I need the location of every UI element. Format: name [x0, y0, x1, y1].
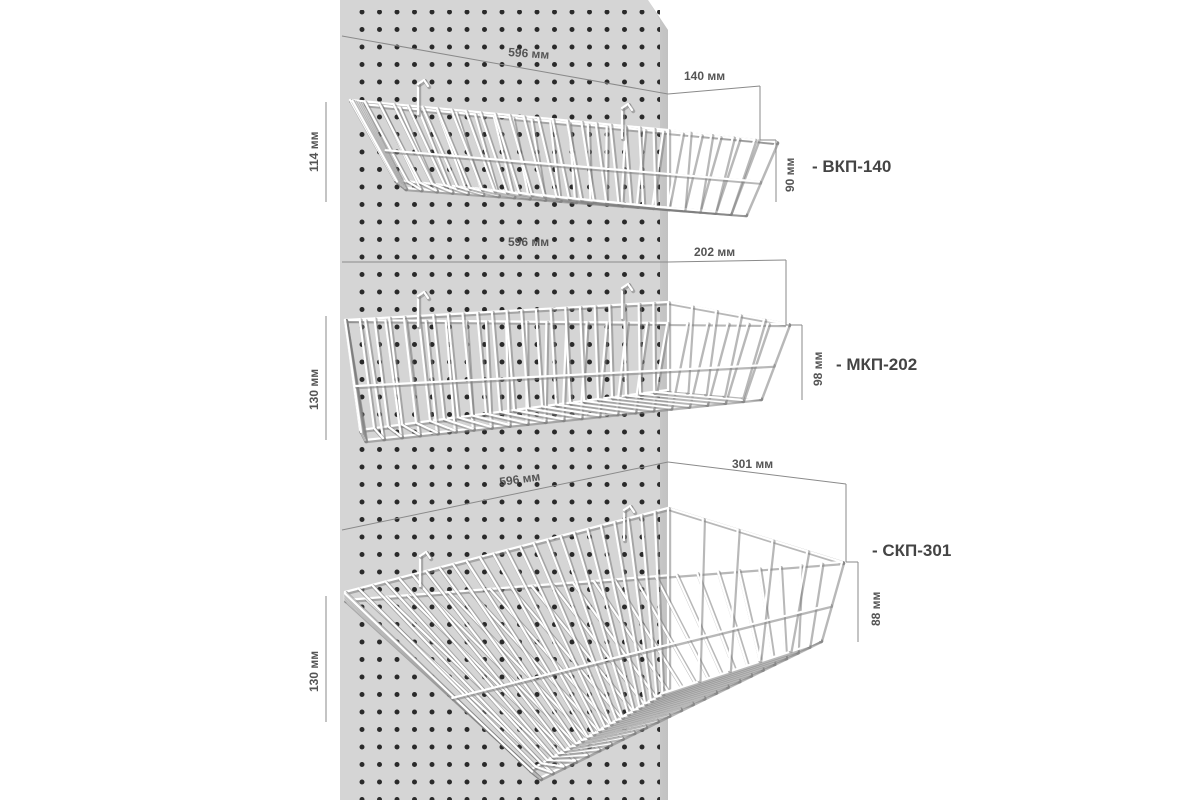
middle-width-label: 596 мм [508, 235, 550, 249]
basket-side-wire [730, 531, 739, 671]
basket-floor-wire [662, 646, 808, 694]
basket-front-wire [808, 564, 821, 646]
basket-rim [668, 302, 788, 324]
model-label-vkp-140: - ВКП-140 [812, 157, 892, 176]
bottom-width-label: 596 мм [498, 469, 542, 489]
basket-back-wire [653, 303, 654, 392]
middle-height-label: 98 мм [811, 351, 825, 386]
basket-rim [668, 508, 842, 562]
top-width-label: 596 мм [507, 45, 550, 62]
model-label-skp-301: - СКП-301 [872, 541, 952, 560]
basket-post [821, 563, 843, 641]
top-height-label: 90 мм [783, 157, 797, 192]
middle-height-total-label: 130 мм [307, 368, 321, 410]
top-height-total-label: 114 мм [307, 131, 321, 172]
basket-floor-wire [663, 647, 809, 695]
top-depth-label: 140 мм [684, 69, 726, 83]
middle-depth-label: 202 мм [694, 245, 736, 259]
basket-post [820, 562, 842, 640]
bottom-height-total-label: 130 мм [307, 650, 321, 692]
basket-back-wire [639, 304, 640, 394]
basket-front-wire [738, 570, 761, 669]
model-label-mkp-202: - МКП-202 [836, 355, 918, 374]
basket-floor-wire [547, 760, 575, 761]
bottom-depth-label: 301 мм [732, 457, 774, 471]
bottom-height-label: 88 мм [869, 591, 883, 626]
